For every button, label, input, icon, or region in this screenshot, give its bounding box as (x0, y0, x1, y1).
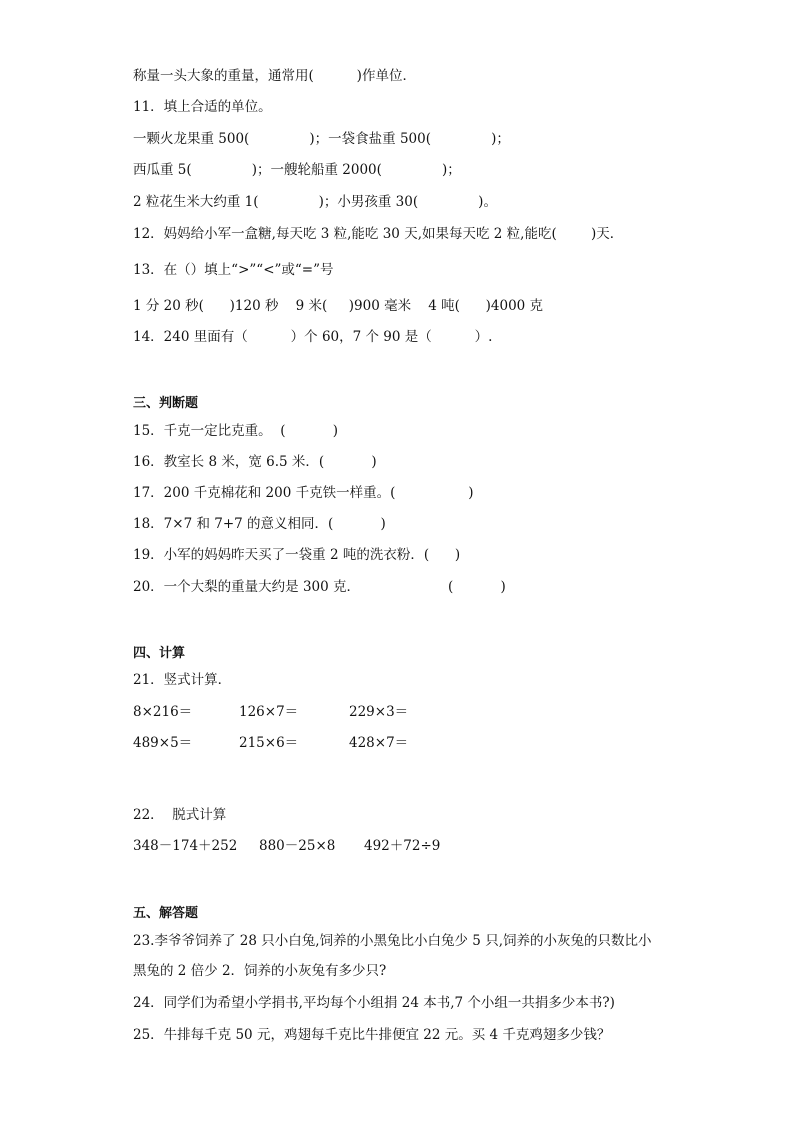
stepwise-calc-item: 348－174＋252 (133, 838, 238, 854)
question-11-line-c: 2 粒花生米大约重 1( )；小男孩重 30( )。 (133, 194, 497, 210)
question-11-line-b: 西瓜重 5( )；一艘轮船重 2000( )； (133, 162, 461, 178)
question-15: 15．千克一定比克重。 ( ) (133, 423, 338, 439)
question-14: 14．240 里面有（ ）个 60，7 个 90 是（ ）. (133, 329, 493, 345)
question-18: 18．7×7 和 7+7 的意义相同．( ) (133, 516, 386, 532)
question-11-line-a: 一颗火龙果重 500( )；一袋食盐重 500( )； (133, 131, 510, 147)
question-22: 22． 脱式计算 (133, 807, 227, 823)
section-4-heading: 四、计算 (133, 646, 186, 661)
question-17: 17．200 千克棉花和 200 千克铁一样重。( ) (133, 485, 474, 501)
question-11: 11．填上合适的单位。 (133, 99, 272, 115)
question-19: 19．小军的妈妈昨天买了一袋重 2 吨的洗衣粉．( ) (133, 547, 461, 563)
stepwise-calc-item: 880－25×8 (259, 838, 336, 854)
section-5-heading: 五、解答题 (133, 906, 199, 921)
vertical-calc-item: 126×7＝ (239, 704, 299, 720)
question-16: 16．教室长 8 米，宽 6.5 米．( ) (133, 454, 377, 470)
question-10-tail: 称量一头大象的重量，通常用( )作单位． (133, 68, 416, 84)
question-12: 12．妈妈给小军一盒糖,每天吃 3 粒,能吃 30 天,如果每天吃 2 粒,能吃( )天． (133, 226, 624, 242)
vertical-calc-item: 215×6＝ (239, 735, 299, 751)
section-3-heading: 三、判断题 (133, 396, 199, 411)
question-21: 21．竖式计算． (133, 672, 232, 688)
question-24: 24．同学们为希望小学捐书,平均每个小组捐 24 本书,7 个小组一共捐多少本书?) (133, 995, 615, 1011)
stepwise-calc-item: 492＋72÷9 (364, 838, 441, 854)
vertical-calc-item: 428×7＝ (349, 735, 409, 751)
vertical-calc-item: 229×3＝ (349, 704, 409, 720)
question-23-line-b: 黑兔的 2 倍少 2．饲养的小灰兔有多少只? (133, 963, 387, 979)
question-25: 25．牛排每千克 50 元，鸡翅每千克比牛排便宜 22 元。买 4 千克鸡翅多少钱？ (133, 1027, 611, 1043)
question-23-line-a: 23.李爷爷饲养了 28 只小白兔,饲养的小黑兔比小白兔少 5 只,饲养的小灰兔的只数比小 (133, 933, 652, 949)
vertical-calc-item: 8×216＝ (133, 704, 193, 720)
question-13: 13．在（）填上“>”“<”或“=”号 (133, 262, 334, 278)
question-20-answer-paren: ( ) (448, 579, 506, 595)
question-20: 20．一个大梨的重量大约是 300 克． (133, 579, 361, 595)
question-13-items: 1 分 20 秒( )120 秒 9 米( )900 毫米 4 吨( )4000 克 (133, 298, 544, 314)
vertical-calc-item: 489×5＝ (133, 735, 193, 751)
